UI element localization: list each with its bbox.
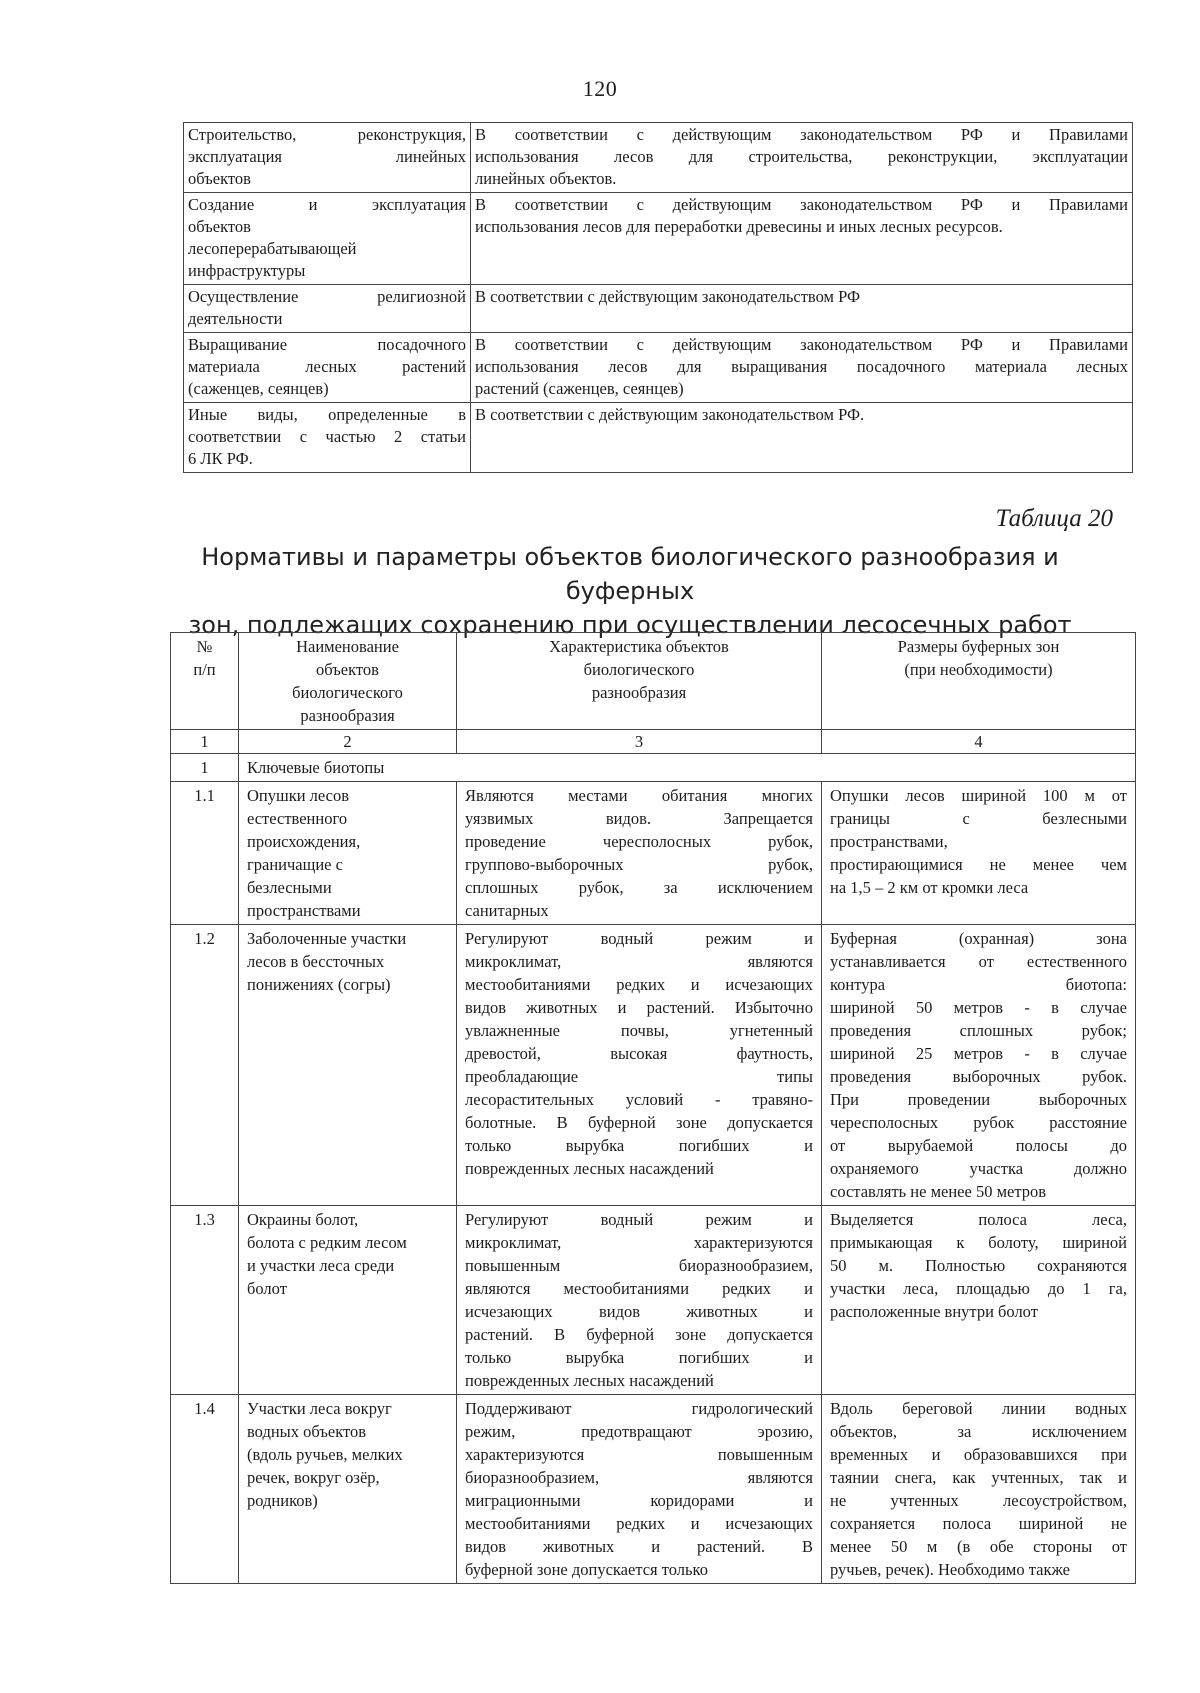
section-row (171, 754, 1136, 782)
biotope-buffer-cell (822, 925, 1136, 1206)
header-line: (при необходимости) (904, 660, 1053, 679)
text-line: Вдоль береговой линии водных (830, 1399, 1127, 1418)
biotope-name-cell (239, 1206, 457, 1395)
text-line: естественного (247, 809, 348, 828)
biotope-number-cell: 1.2 (171, 925, 239, 1206)
text-line: Регулируют водный режим и (465, 1210, 813, 1229)
text-line: уязвимых видов. Запрещается (465, 809, 813, 828)
biotope-number-cell: 1.1 (171, 782, 239, 925)
land-use-description-cell (471, 403, 1133, 473)
text-line: линейных объектов. (475, 169, 617, 188)
biotope-name-cell (239, 925, 457, 1206)
text-line: граничащие с (247, 855, 343, 874)
text-line: древостой, высокая фаутность, (465, 1044, 813, 1063)
biotope-characteristic-cell (457, 782, 822, 925)
biotope-name-cell (239, 1395, 457, 1584)
column-number-cell: 2 (239, 730, 457, 754)
land-use-table (183, 122, 1133, 473)
text-line: контура биотопа: (830, 975, 1127, 994)
text-line: объектов (188, 217, 251, 236)
text-line: Являются местами обитания многих (465, 786, 813, 805)
land-use-name-cell (184, 285, 471, 333)
text-line: использования лесов для переработки древесины и иных лесных ресурсов. (475, 217, 1003, 236)
column-number-cell: 1 (171, 730, 239, 754)
text-line: не учтенных лесоустройством, (830, 1491, 1127, 1510)
text-line: проведение чересполосных рубок, (465, 832, 813, 851)
biotope-buffer-cell (822, 1395, 1136, 1584)
text-line: Участки леса вокруг (247, 1399, 392, 1418)
header-name-cell (239, 633, 457, 730)
text-line: родников) (247, 1491, 318, 1510)
text-line: соответствии с частью 2 статьи (188, 427, 466, 446)
text-line: растений (саженцев, сеянцев) (475, 379, 684, 398)
text-line: В соответствии с действующим законодательством РФ. (475, 405, 865, 424)
text-line: В соответствии с действующим законодательством РФ и Правилами (475, 195, 1128, 214)
section-number-cell: 1 (171, 754, 239, 782)
text-line: увлажненные почвы, угнетенный (465, 1021, 813, 1040)
text-line: устанавливается от естественного (830, 952, 1127, 971)
column-number-cell: 3 (457, 730, 822, 754)
text-line: объектов (188, 169, 251, 188)
text-line: составлять не менее 50 метров (830, 1182, 1047, 1201)
biotope-row (171, 1206, 1136, 1395)
text-line: поврежденных лесных насаждений (465, 1371, 714, 1390)
text-line: видов животных и растений. Избыточно (465, 998, 813, 1017)
header-buffer-cell (822, 633, 1136, 730)
text-line: (вдоль ручьев, мелких (247, 1445, 403, 1464)
text-line: только вырубка погибших и (465, 1348, 813, 1367)
text-line: Опушки лесов (247, 786, 350, 805)
text-line: от вырубаемой полосы до (830, 1136, 1127, 1155)
text-line: инфраструктуры (188, 261, 306, 280)
land-use-row (184, 193, 1133, 285)
text-line: местообитаниями редких и исчезающих (465, 1514, 813, 1533)
text-line: сплошных рубок, за исключением (465, 878, 813, 897)
text-line: биоразнообразием, являются (465, 1468, 813, 1487)
text-line: В соответствии с действующим законодательством РФ и Правилами (475, 125, 1128, 144)
table-title-line: зон, подлежащих сохранению при осуществлении лесосечных работ (188, 611, 1072, 639)
text-line: болот (247, 1279, 287, 1298)
text-line: Поддерживают гидрологический (465, 1399, 813, 1418)
land-use-row (184, 403, 1133, 473)
text-line: использования лесов для строительства, реконструкции, эксплуатации (475, 147, 1128, 166)
biotope-buffer-cell (822, 1206, 1136, 1395)
land-use-name-cell (184, 403, 471, 473)
text-line: санитарных (465, 901, 549, 920)
text-line: расположенные внутри болот (830, 1302, 1038, 1321)
header-line: № (196, 637, 213, 656)
text-line: Окраины болот, (247, 1210, 359, 1229)
land-use-row (184, 123, 1133, 193)
biodiversity-table-body (171, 633, 1136, 1584)
text-line: (саженцев, сеянцев) (188, 379, 329, 398)
land-use-row (184, 333, 1133, 403)
header-line: биологического (583, 660, 695, 679)
biotope-characteristic-cell (457, 1395, 822, 1584)
land-use-row (184, 285, 1133, 333)
land-use-description-cell (471, 333, 1133, 403)
text-line: миграционными коридорами и (465, 1491, 813, 1510)
header-line: биологического (292, 683, 403, 702)
text-line: микроклимат, являются (465, 952, 813, 971)
text-line: шириной 50 метров - в случае (830, 998, 1127, 1017)
text-line: деятельности (188, 309, 283, 328)
column-number-row (171, 730, 1136, 754)
text-line: 50 м. Полностью сохраняются (830, 1256, 1127, 1275)
text-line: Осуществление религиозной (188, 287, 466, 306)
header-characteristic-cell (457, 633, 822, 730)
text-line: Выделяется полоса леса, (830, 1210, 1127, 1229)
text-line: водных объектов (247, 1422, 367, 1441)
header-line: Характеристика объектов (549, 637, 729, 656)
table-caption: Таблица 20 (995, 505, 1113, 532)
text-line: Иные виды, определенные в (188, 405, 466, 424)
header-line: разнообразия (591, 683, 687, 702)
biotope-number-cell: 1.3 (171, 1206, 239, 1395)
text-line: растений. В буферной зоне допускается (465, 1325, 813, 1344)
biotope-row (171, 925, 1136, 1206)
header-line: объектов (316, 660, 379, 679)
text-line: поврежденных лесных насаждений (465, 1159, 714, 1178)
text-line: пространствами (247, 901, 361, 920)
text-line: менее 50 м (в обе стороны от (830, 1537, 1127, 1556)
text-line: характеризуются повышенным (465, 1445, 813, 1464)
text-line: Буферная (охранная) зона (830, 929, 1127, 948)
land-use-name-cell (184, 333, 471, 403)
section-label-cell: Ключевые биотопы (239, 754, 1136, 782)
land-use-description-cell (471, 285, 1133, 333)
text-line: границы с безлесными (830, 809, 1127, 828)
text-line: охраняемого участка должно (830, 1159, 1127, 1178)
text-line: происхождения, (247, 832, 361, 851)
land-use-name-cell (184, 193, 471, 285)
text-line: лесов в бессточных (247, 952, 385, 971)
text-line: и участки леса среди (247, 1256, 395, 1275)
text-line: 6 ЛК РФ. (188, 449, 253, 468)
text-line: шириной 25 метров - в случае (830, 1044, 1127, 1063)
header-row (171, 633, 1136, 730)
header-line: Размеры буферных зон (897, 637, 1060, 656)
text-line: Строительство, реконструкция, (188, 125, 466, 144)
text-line: материала лесных растений (188, 357, 466, 376)
text-line: исчезающих видов животных и (465, 1302, 813, 1321)
text-line: лесорастительных условий - травяно- (465, 1090, 813, 1109)
text-line: Заболоченные участки (247, 929, 407, 948)
text-line: Регулируют водный режим и (465, 929, 813, 948)
biotope-characteristic-cell (457, 925, 822, 1206)
text-line: режим, предотвращают эрозию, (465, 1422, 813, 1441)
text-line: преобладающие типы (465, 1067, 813, 1086)
land-use-description-cell (471, 193, 1133, 285)
land-use-description-cell (471, 123, 1133, 193)
text-line: речек, вокруг озёр, (247, 1468, 380, 1487)
text-line: понижениях (согры) (247, 975, 391, 994)
header-line: п/п (193, 660, 216, 679)
text-line: на 1,5 – 2 км от кромки леса (830, 878, 1029, 897)
text-line: Выращивание посадочного (188, 335, 466, 354)
header-number-cell (171, 633, 239, 730)
text-line: болотные. В буферной зоне допускается (465, 1113, 813, 1132)
page-number: 120 (582, 76, 618, 101)
column-number-cell: 4 (822, 730, 1136, 754)
text-line: пространствами, (830, 832, 948, 851)
text-line: примыкающая к болоту, шириной (830, 1233, 1127, 1252)
text-line: местообитаниями редких и исчезающих (465, 975, 813, 994)
header-line: Наименование (296, 637, 399, 656)
text-line: являются местообитаниями редких и (465, 1279, 813, 1298)
text-line: Создание и эксплуатация (188, 195, 466, 214)
text-line: чересполосных рубок расстояние (830, 1113, 1127, 1132)
text-line: только вырубка погибших и (465, 1136, 813, 1155)
text-line: сохраняется полоса шириной не (830, 1514, 1127, 1533)
table-title-line: Нормативы и параметры объектов биологического разнообразия и буферных (201, 543, 1059, 605)
text-line: безлесными (247, 878, 332, 897)
text-line: проведения выборочных рубок. (830, 1067, 1127, 1086)
text-line: участки леса, площадью до 1 га, (830, 1279, 1127, 1298)
text-line: группово-выборочных рубок, (465, 855, 813, 874)
biotope-characteristic-cell (457, 1206, 822, 1395)
land-use-table-body (184, 123, 1133, 473)
text-line: использования лесов для выращивания посадочного материала лесных (475, 357, 1128, 376)
text-line: таянии снега, как учтенных, так и (830, 1468, 1127, 1487)
text-line: временных и образовавшихся при (830, 1445, 1127, 1464)
text-line: видов животных и растений. В (465, 1537, 813, 1556)
text-line: проведения сплошных рубок; (830, 1021, 1127, 1040)
text-line: повышенным биоразнообразием, (465, 1256, 813, 1275)
biotope-number-cell: 1.4 (171, 1395, 239, 1584)
text-line: При проведении выборочных (830, 1090, 1127, 1109)
text-line: Опушки лесов шириной 100 м от (830, 786, 1127, 805)
biotope-row (171, 782, 1136, 925)
biotope-row (171, 1395, 1136, 1584)
text-line: объектов, за исключением (830, 1422, 1127, 1441)
land-use-name-cell (184, 123, 471, 193)
table-title (150, 540, 1110, 642)
header-line: разнообразия (300, 706, 395, 725)
biodiversity-table (170, 632, 1136, 1584)
text-line: В соответствии с действующим законодательством РФ (475, 287, 861, 306)
text-line: ручьев, речек). Необходимо также (830, 1560, 1070, 1579)
text-line: В соответствии с действующим законодательством РФ и Правилами (475, 335, 1128, 354)
text-line: эксплуатация линейных (188, 147, 466, 166)
biotope-buffer-cell (822, 782, 1136, 925)
text-line: буферной зоне допускается только (465, 1560, 708, 1579)
text-line: лесоперерабатывающей (188, 239, 357, 258)
text-line: микроклимат, характеризуются (465, 1233, 813, 1252)
text-line: простирающимися не менее чем (830, 855, 1127, 874)
text-line: болота с редким лесом (247, 1233, 407, 1252)
biotope-name-cell (239, 782, 457, 925)
